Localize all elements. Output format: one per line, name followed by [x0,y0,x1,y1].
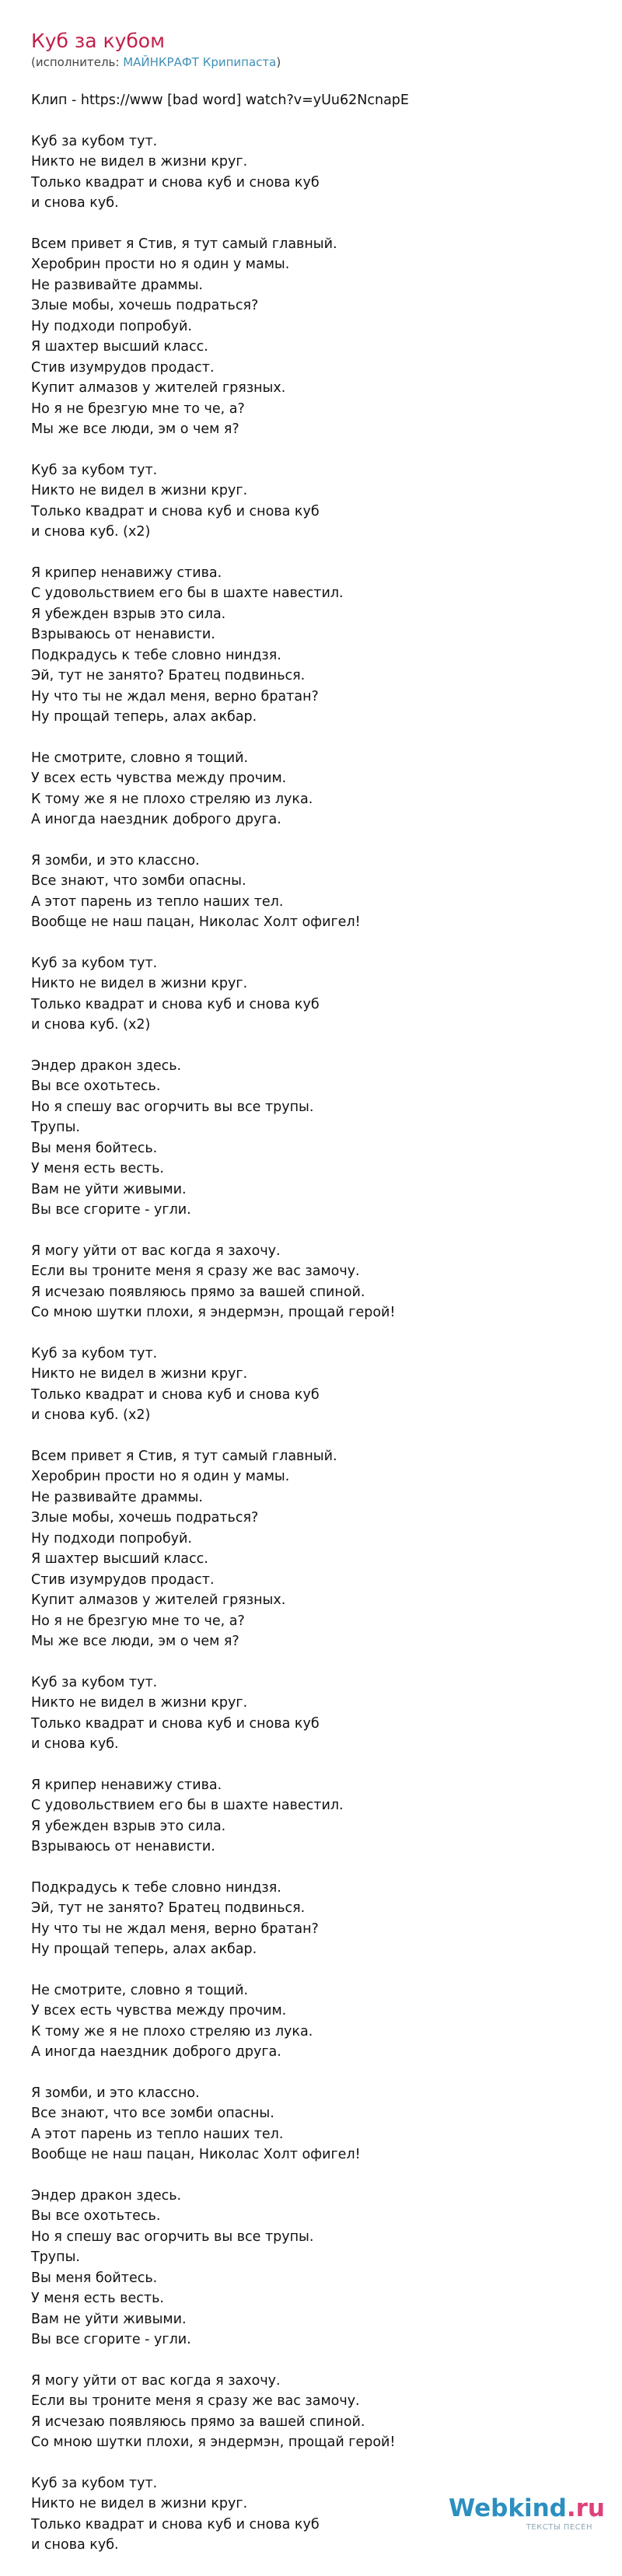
lyrics-line: Клип - https://www [bad word] watch?v=yUu62NcnapE [31,93,409,108]
lyrics-line: Эндер дракон здесь. [31,1057,182,1074]
lyrics-line: Куб за кубом тут. [31,1674,158,1690]
lyrics-line: Куб за кубом тут. [31,2475,158,2491]
lyrics-line: Всем привет я Стив, я тут самый главный. [31,1448,337,1464]
lyrics-line: Вы меня бойтесь. [31,1140,158,1156]
lyrics-line: и снова куб. (x2) [31,1407,151,1423]
lyrics-line: Вообще не наш пацан, Николас Холт офигел! [31,914,361,930]
lyrics-line: Я зомби, и это классно. [31,852,200,869]
lyrics-line: Никто не видел в жизни круг. [31,1695,248,1711]
lyrics-line: Куб за кубом тут. [31,1345,158,1361]
lyrics-stanza [31,953,591,1036]
lyrics-line: Злые мобы, хочешь подраться? [31,1510,259,1526]
lyrics-stanza [31,1775,591,1858]
lyrics-line: С удовольствием его бы в шахте навестил. [31,1798,344,1813]
lyrics-line: Все знают, что зомби опасны. [31,873,246,889]
lyrics-line: Я крипер ненавижу стива. [31,1777,222,1793]
lyrics-line: Трупы. [31,1120,80,1135]
lyrics-line: Подкрадусь к тебе словно ниндзя. [31,647,281,663]
lyrics-line: Ну подходи попробуй. [31,318,192,334]
lyrics-stanza [31,1344,591,1426]
lyrics-line: Вы меня бойтесь. [31,2270,158,2286]
artist-line [31,54,591,70]
lyrics-line: Со мною шутки плохи, я эндермэн, прощай герой! [31,1305,396,1320]
lyrics-stanza [31,2371,591,2453]
lyrics-line: Не развивайте драммы. [31,277,203,293]
lyrics-stanza [31,460,591,543]
lyrics-line: Купит алмазов у жителей грязных. [31,1592,286,1608]
lyrics-line: и снова куб. [31,195,119,211]
lyrics-line: Только квадрат и снова куб и снова куб [31,503,320,519]
lyrics-line: Трупы. [31,2249,80,2265]
lyrics-line: Я могу уйти от вас когда я захочу. [31,2372,281,2389]
lyrics-stanza [31,131,591,214]
lyrics-line: Вы все охотьтесь. [31,1078,161,1094]
lyrics-line: А иногда наездник доброго друга. [31,2044,281,2060]
lyrics-line: Мы же все люди, эм о чем я? [31,421,239,437]
lyrics-line: Стив изумрудов продаст. [31,1571,215,1588]
logo-tagline: ТЕКСТЫ ПЕСЕН [526,2523,592,2532]
site-logo[interactable] [426,2494,605,2536]
lyrics-line: У меня есть весть. [31,2291,164,2306]
lyrics-line: Никто не видел в жизни круг. [31,976,248,991]
lyrics-line: Но я спешу вас огорчить вы все трупы. [31,2228,314,2245]
lyrics-line: Я убежден взрыв это сила. [31,606,226,622]
lyrics-stanza [31,1980,591,2063]
lyrics-line: А этот парень из тепло наших тел. [31,2126,284,2142]
lyrics-stanza [31,90,591,111]
lyrics-line: Купит алмазов у жителей грязных. [31,380,286,396]
lyrics-line: Я крипер ненавижу стива. [31,564,222,581]
lyrics-line: Ну что ты не ждал меня, верно братан? [31,1921,319,1937]
lyrics-line: А иногда наездник доброго друга. [31,812,281,827]
lyrics-line: Подкрадусь к тебе словно ниндзя. [31,1879,281,1896]
lyrics-body [31,90,591,2556]
lyrics-line: Если вы троните меня я сразу же вас замочу. [31,1264,360,1279]
artist-suffix: ) [276,55,281,69]
lyrics-line: Я исчезаю появляюсь прямо за вашей спиной. [31,1284,365,1300]
lyrics-line: С удовольствием его бы в шахте навестил. [31,585,344,601]
lyrics-line: Не смотрите, словно я тощий. [31,1982,249,1998]
lyrics-line: Никто не видел в жизни круг. [31,2496,248,2511]
lyrics-line: Только квадрат и снова куб и снова куб [31,1715,320,1732]
lyrics-line: Куб за кубом тут. [31,462,158,478]
lyrics-line: Ну прощай теперь, алах акбар. [31,1942,257,1957]
lyrics-line: Я шахтер высший класс. [31,339,208,355]
lyrics-line: Я зомби, и это классно. [31,2085,200,2101]
lyrics-line: Никто не видел в жизни круг. [31,483,248,498]
artist-prefix: (исполнитель: [31,55,124,69]
lyrics-stanza [31,1878,591,1960]
lyrics-line: Вам не уйти живыми. [31,2311,187,2327]
lyrics-line: Я исчезаю появляюсь прямо за вашей спиной. [31,2413,365,2430]
lyrics-line: Если вы троните меня я сразу же вас замочу. [31,2393,360,2409]
lyrics-line: Взрываюсь от ненависти. [31,1839,215,1854]
lyrics-line: Я шахтер высший класс. [31,1551,208,1567]
lyrics-line: Херобрин прости но я один у мамы. [31,1469,290,1484]
lyrics-stanza [31,1672,591,1755]
lyrics-line: и снова куб. [31,1736,119,1752]
lyrics-line: Куб за кубом тут. [31,133,158,149]
lyrics-line: Я могу уйти от вас когда я захочу. [31,1243,281,1259]
lyrics-line: Только квадрат и снова куб и снова куб [31,174,320,190]
lyrics-line: Вам не уйти живыми. [31,1181,187,1197]
song-title: Куб за кубом [31,30,165,52]
lyrics-line: Вы все сгорите - угли. [31,2332,191,2347]
lyrics-line: У всех есть чувства между прочим. [31,771,287,786]
lyrics-line: Не смотрите, словно я тощий. [31,750,249,766]
artist-link[interactable]: МАЙНКРАФТ Крипипаста [123,55,277,69]
lyrics-line: Но я не брезгую мне то че, а? [31,1613,245,1629]
lyrics-stanza [31,748,591,830]
lyrics-stanza [31,1446,591,1652]
lyrics-line: Вы все охотьтесь. [31,2208,161,2224]
lyrics-line: Херобрин прости но я один у мамы. [31,257,290,272]
lyrics-line: Вообще не наш пацан, Николас Холт офигел! [31,2147,361,2162]
lyrics-line: Эндер дракон здесь. [31,2187,182,2204]
lyrics-line: Ну что ты не ждал меня, верно братан? [31,688,319,704]
lyrics-line: Никто не видел в жизни круг. [31,154,248,170]
lyrics-line: и снова куб. (x2) [31,1017,151,1033]
lyrics-line: Я убежден взрыв это сила. [31,1818,226,1834]
lyrics-stanza [31,2083,591,2165]
lyrics-stanza [31,234,591,440]
lyrics-line: Мы же все люди, эм о чем я? [31,1634,239,1649]
lyrics-line: Злые мобы, хочешь подраться? [31,298,259,313]
lyrics-stanza [31,1241,591,1323]
lyrics-line: Стив изумрудов продаст. [31,359,215,376]
lyrics-line: Со мною шутки плохи, я эндермэн, прощай герой! [31,2434,396,2450]
lyrics-line: К тому же я не плохо стреляю из лука. [31,791,313,807]
lyrics-line: Ну прощай теперь, алах акбар. [31,709,257,725]
lyrics-line: Куб за кубом тут. [31,955,158,971]
lyrics-line: Только квадрат и снова куб и снова куб [31,1386,320,1403]
lyrics-line: Ну подходи попробуй. [31,1530,192,1547]
lyrics-stanza [31,563,591,728]
lyrics-line: Все знают, что все зомби опасны. [31,2106,274,2121]
lyrics-stanza [31,2186,591,2351]
lyrics-line: Всем привет я Стив, я тут самый главный. [31,236,337,252]
lyrics-line: Но я спешу вас огорчить вы все трупы. [31,1099,314,1115]
lyrics-line: Эй, тут не занято? Братец подвинься. [31,668,306,683]
lyrics-line: Вы все сгорите - угли. [31,1202,191,1218]
lyrics-line: Не развивайте драммы. [31,1489,203,1505]
lyrics-line: и снова куб. [31,2537,119,2553]
lyrics-line: У меня есть весть. [31,1161,164,1176]
lyrics-line: Никто не видел в жизни круг. [31,1366,248,1382]
logo-wordmark [449,2494,605,2522]
lyrics-line: Но я не брезгую мне то че, а? [31,400,245,417]
lyrics-stanza [31,1056,591,1221]
logo-domain: .ru [566,2494,605,2522]
logo-name: Webkind [449,2494,567,2522]
lyrics-line: К тому же я не плохо стреляю из лука. [31,2023,313,2039]
lyrics-line: Только квадрат и снова куб и снова куб [31,2516,320,2532]
lyrics-line: У всех есть чувства между прочим. [31,2003,287,2019]
lyrics-line: и снова куб. (x2) [31,524,151,540]
lyrics-line: Взрываюсь от ненависти. [31,627,215,642]
lyrics-page [31,30,591,2576]
lyrics-line: Только квадрат и снова куб и снова куб [31,996,320,1012]
lyrics-stanza [31,851,591,933]
lyrics-line: Эй, тут не занято? Братец подвинься. [31,1900,306,1916]
lyrics-line: А этот парень из тепло наших тел. [31,893,284,910]
